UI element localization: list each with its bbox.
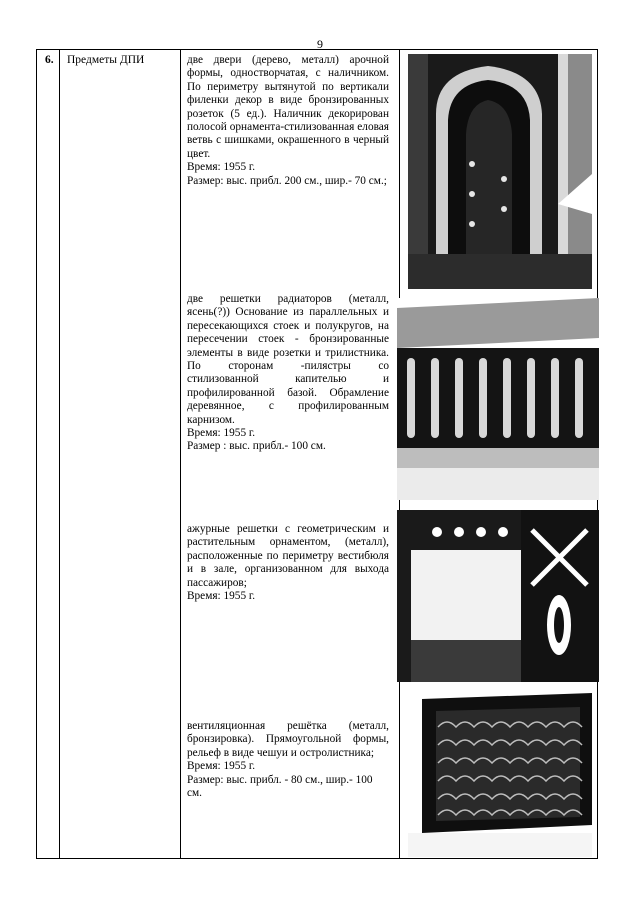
description-text: две двери (дерево, металл) арочной формы, одностворчатая, с наличником. По периметру вытянутой по вертикали филенки декор в виде бронзированных розеток (5 ед.). Наличник декорирован полосой орнамента-стилизованная еловая ветвь с шишками, окрашенного в черный цвет.: [187, 54, 389, 160]
column-divider: [59, 50, 60, 858]
size-text: Размер : выс. прибл.- 100 см.: [187, 440, 326, 453]
item-description-radiator: [187, 293, 389, 454]
category-label: Предметы ДПИ: [67, 54, 145, 66]
column-divider: [180, 50, 181, 858]
ventilation-grille-photo: [408, 693, 592, 857]
size-text: Размер: выс. прибл. 200 см., шир.- 70 см.;: [187, 174, 387, 187]
description-text: вентиляционная решётка (металл, бронзировка). Прямоугольной формы, рельеф в виде чешуи и остролистника;: [187, 720, 389, 759]
time-text: Время: 1955 г.: [187, 760, 256, 773]
radiator-grille-photo: [397, 298, 599, 500]
page-number: 9: [317, 37, 323, 51]
description-text: две решетки радиаторов (металл, ясень(?)) Основание из параллельных и пересекающихся стоек и полукругов, на пересечении стоек - бронзированные элементы в виде розетки и трилистника. По сторонам -пилястры со стилизованной капителью и профилированной базой. Обрамление деревянное, с профилированным карнизом.: [187, 293, 389, 426]
description-text: ажурные решетки с геометрическим и растительным орнаментом, (металл), расположенные по периметру вестибюля и в зале, организованном для выхода пассажиров;: [187, 523, 389, 589]
item-description-openwork: [187, 523, 389, 603]
time-text: Время: 1955 г.: [187, 161, 256, 174]
arched-door-photo: [408, 54, 592, 289]
time-text: Время: 1955 г.: [187, 590, 256, 603]
openwork-grille-photo: [397, 510, 599, 682]
size-text: Размер: выс. прибл. - 80 см., шир.- 100 см.: [187, 773, 373, 800]
item-description-ventilation: [187, 720, 389, 800]
time-text: Время: 1955 г.: [187, 427, 256, 440]
item-description-door: [187, 54, 389, 188]
row-number: 6.: [45, 54, 54, 66]
heritage-table: [36, 49, 598, 859]
